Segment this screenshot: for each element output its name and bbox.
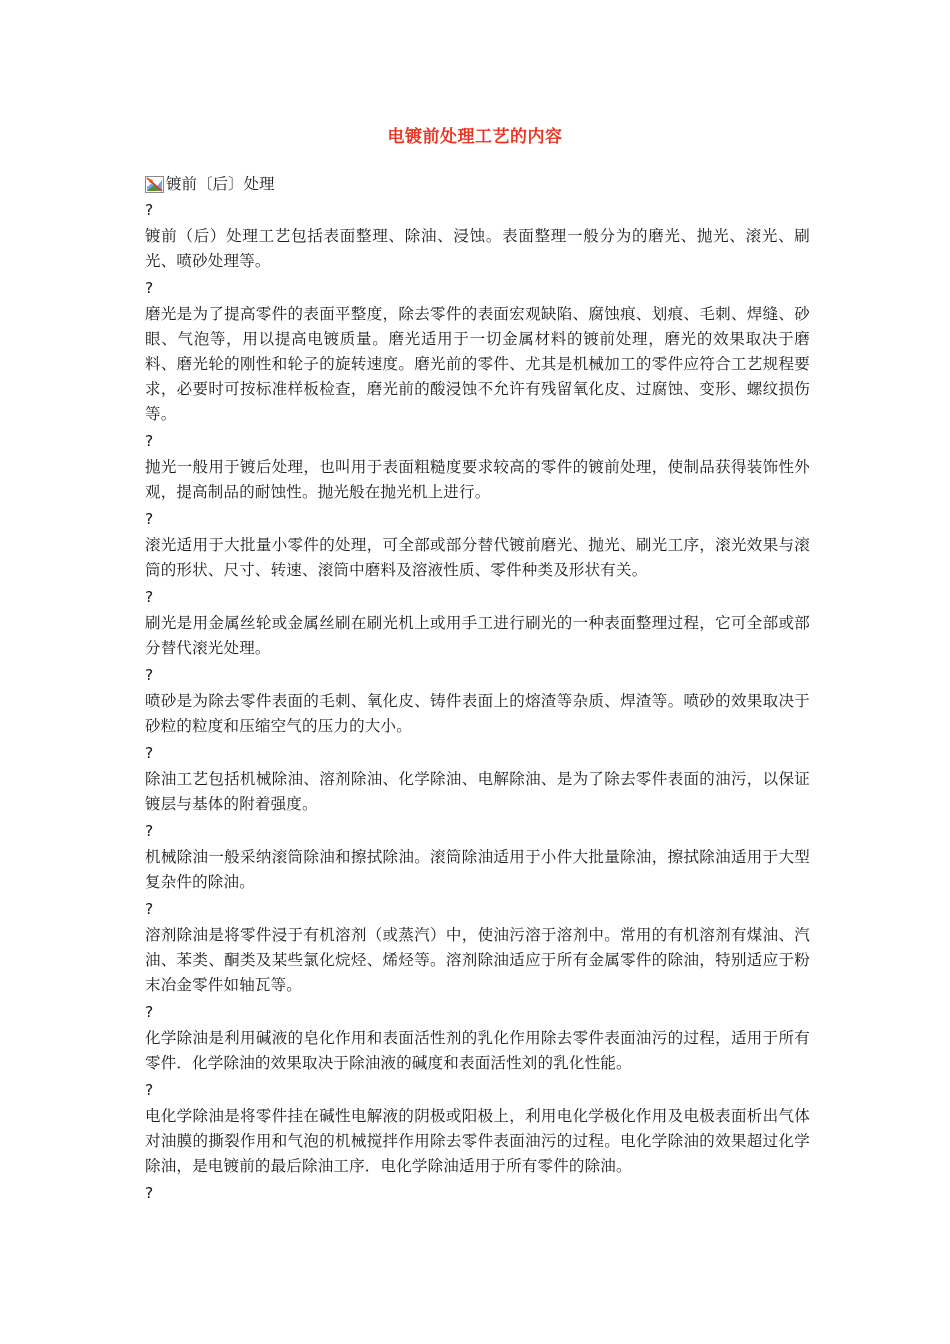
paragraph-brushing: 刷光是用金属丝轮或金属丝刷在刷光机上或用手工进行刷光的一种表面整理过程，它可全部或部分替代滚光处理。 [145, 614, 810, 657]
broken-image-icon [145, 176, 164, 193]
separator-mark: ? [145, 279, 154, 297]
paragraph-sandblasting: 喷砂是为除去零件表面的毛刺、氧化皮、铸件表面上的熔渣等杂质、焊渣等。喷砂的效果取决于砂粒的粒度和压缩空气的压力的大小。 [145, 692, 810, 735]
section-heading [145, 172, 810, 196]
separator-mark: ? [145, 432, 154, 450]
paragraph-barrel-finishing: 滚光适用于大批量小零件的处理，可全部或部分替代镀前磨光、抛光、刷光工序，滚光效果与滚筒的形状、尺寸、转速、滚筒中磨料及溶液性质、零件种类及形状有关。 [145, 536, 810, 579]
separator-mark: ? [145, 900, 154, 918]
separator-mark: ? [145, 744, 154, 762]
separator-mark: ? [145, 1184, 154, 1202]
separator-mark: ? [145, 666, 154, 684]
separator-mark: ? [145, 510, 154, 528]
paragraph-electrochemical-degreasing: 电化学除油是将零件挂在碱性电解液的阴极或阳极上，利用电化学极化作用及电极表面析出气体对油膜的撕裂作用和气泡的机械搅拌作用除去零件表面油污的过程。电化学除油的效果超过化学除油，是电镀前的最后除油工序．电化学除油适用于所有零件的除油。 [145, 1107, 810, 1175]
separator-mark: ? [145, 588, 154, 606]
paragraph-degreasing: 除油工艺包括机械除油、溶剂除油、化学除油、电解除油、是为了除去零件表面的油污，以保证镀层与基体的附着强度。 [145, 770, 810, 813]
document-body [145, 172, 810, 1207]
separator-mark: ? [145, 1081, 154, 1099]
paragraph-mechanical-degreasing: 机械除油一般采纳滚筒除油和擦拭除油。滚筒除油适用于小件大批量除油，擦拭除油适用于大型复杂件的除油。 [145, 848, 810, 891]
paragraph-overview: 镀前（后）处理工艺包括表面整理、除油、浸蚀。表面整理一般分为的磨光、抛光、滚光、刷光、喷砂处理等。 [145, 227, 810, 270]
separator-mark: ? [145, 1003, 154, 1021]
separator-mark: ? [145, 822, 154, 840]
separator-mark: ? [145, 201, 154, 219]
paragraph-chemical-degreasing: 化学除油是利用碱液的皂化作用和表面活性剂的乳化作用除去零件表面油污的过程，适用于所有零件．化学除油的效果取决于除油液的碱度和表面活性刘的乳化性能。 [145, 1029, 810, 1072]
section-heading-text: 镀前〔后〕处理 [166, 175, 275, 193]
paragraph-solvent-degreasing: 溶剂除油是将零件浸于有机溶剂（或蒸汽）中，使油污溶于溶剂中。常用的有机溶剂有煤油、汽油、苯类、酮类及某些氯化烷烃、烯烃等。溶剂除油适应于所有金属零件的除油，特别适应于粉末冶金零件如轴瓦等。 [145, 926, 810, 994]
paragraph-grinding: 磨光是为了提高零件的表面平整度，除去零件的表面宏观缺陷、腐蚀痕、划痕、毛刺、焊缝、砂眼、气泡等，用以提高电镀质量。磨光适用于一切金属材料的镀前处理，磨光的效果取决于磨料、磨光轮的刚性和轮子的旋转速度。磨光前的零件、尤其是机械加工的零件应符合工艺规程要求，必要时可按标准样板检查，磨光前的酸浸蚀不允许有残留氧化皮、过腐蚀、变形、螺纹损伤等。 [145, 305, 810, 423]
paragraph-polishing: 抛光一般用于镀后处理，也叫用于表面粗糙度要求较高的零件的镀前处理，使制品获得装饰性外观，提高制品的耐蚀性。抛光般在抛光机上进行。 [145, 458, 810, 501]
document-title: 电镀前处理工艺的内容 [387, 127, 563, 147]
